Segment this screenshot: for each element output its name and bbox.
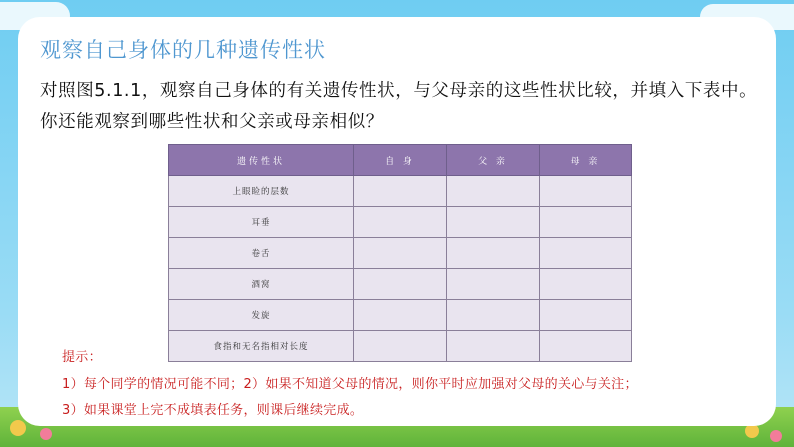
trait-cell: 耳垂 (169, 207, 354, 238)
father-cell[interactable] (447, 269, 540, 300)
trait-cell: 酒窝 (169, 269, 354, 300)
trait-cell: 发旋 (169, 300, 354, 331)
table-row (169, 176, 632, 207)
self-cell[interactable] (354, 331, 447, 362)
flower-decoration (770, 430, 782, 442)
self-cell[interactable] (354, 269, 447, 300)
father-cell[interactable] (447, 176, 540, 207)
header-mother: 母 亲 (540, 145, 632, 176)
flower-decoration (40, 428, 52, 440)
father-cell[interactable] (447, 207, 540, 238)
mother-cell[interactable] (540, 300, 632, 331)
trait-cell: 卷舌 (169, 238, 354, 269)
flower-decoration (745, 424, 759, 438)
mother-cell[interactable] (540, 331, 632, 362)
mother-cell[interactable] (540, 176, 632, 207)
trait-cell: 上眼睑的层数 (169, 176, 354, 207)
table-row (169, 207, 632, 238)
hint-line-1: 1）每个同学的情况可能不同；2）如果不知道父母的情况，则你平时应加强对父母的关心与关注； (62, 377, 638, 392)
header-self: 自 身 (354, 145, 447, 176)
table-row (169, 331, 632, 362)
hint-label: 提示： (62, 350, 102, 365)
instruction-paragraph: 对照图5.1.1，观察自己身体的有关遗传性状，与父母亲的这些性状比较，并填入下表中。你还能观察到哪些性状和父亲或母亲相似？ (40, 81, 758, 132)
trait-cell: 食指和无名指相对长度 (169, 331, 354, 362)
self-cell[interactable] (354, 300, 447, 331)
page-title: 观察自己身体的几种遗传性状 (40, 38, 326, 62)
mother-cell[interactable] (540, 269, 632, 300)
mother-cell[interactable] (540, 207, 632, 238)
self-cell[interactable] (354, 176, 447, 207)
table-row (169, 238, 632, 269)
hint-line-2: 3）如果课堂上完不成填表任务，则课后继续完成。 (62, 403, 364, 418)
mother-cell[interactable] (540, 238, 632, 269)
traits-table (168, 144, 632, 362)
father-cell[interactable] (447, 238, 540, 269)
table-row (169, 269, 632, 300)
father-cell[interactable] (447, 331, 540, 362)
flower-decoration (10, 420, 26, 436)
header-trait: 遗传性状 (169, 145, 354, 176)
table-row (169, 300, 632, 331)
header-father: 父 亲 (447, 145, 540, 176)
father-cell[interactable] (447, 300, 540, 331)
self-cell[interactable] (354, 207, 447, 238)
self-cell[interactable] (354, 238, 447, 269)
table-header-row (169, 145, 632, 176)
